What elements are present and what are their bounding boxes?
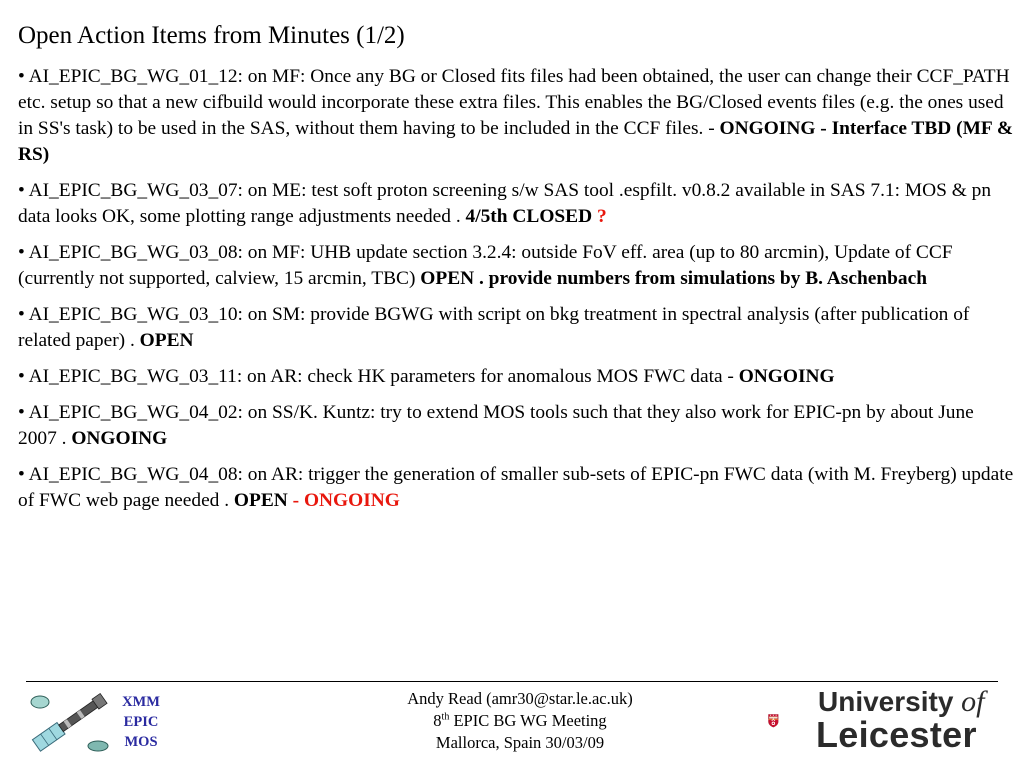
item-status: ONGOING bbox=[71, 428, 168, 449]
item-status: ONGOING bbox=[738, 366, 835, 387]
item-status: 4/5th CLOSED bbox=[465, 206, 597, 227]
item-status: OPEN bbox=[233, 490, 288, 511]
item-status: OPEN . provide numbers from simulations by B. Aschenbach bbox=[420, 268, 928, 289]
action-item bbox=[18, 400, 1014, 452]
action-item bbox=[18, 64, 1014, 168]
footer-meeting bbox=[300, 710, 740, 732]
action-item bbox=[18, 178, 1014, 230]
item-text: • AI_EPIC_BG_WG_03_11: on AR: check HK parameters for anomalous MOS FWC data - bbox=[18, 366, 739, 387]
epic-line: EPIC bbox=[123, 714, 159, 730]
item-text: • AI_EPIC_BG_WG_03_10: on SM: provide BGWG with script on bkg treatment in spectral analysis (after publication of related paper) . bbox=[18, 304, 970, 351]
item-text: • AI_EPIC_BG_WG_03_08: on MF: UHB update section 3.2.4: outside FoV eff. area (up to 80 arcmin), Update of CCF (currently not supported, calview, 15 arcmin, TBC) bbox=[18, 242, 953, 289]
item-status: ONGOING - Interface TBD (MF & RS) bbox=[18, 118, 1014, 165]
item-text: • AI_EPIC_BG_WG_01_12: on MF: Once any BG or Closed fits files had been obtained, the user can change their CCF_PATH etc. setup so that a new cifbuild would incorporate these extra files. This enables the BG/Closed events files (e.g. the ones used in SS's task) to be used in the SAS, without them having to be included in the CCF files. - bbox=[18, 66, 1010, 139]
action-item bbox=[18, 240, 1014, 292]
item-status-red: - ONGOING bbox=[287, 490, 400, 511]
slide-title: Open Action Items from Minutes (1/2) bbox=[18, 22, 405, 49]
footer-author: Andy Read (amr30@star.le.ac.uk) bbox=[407, 689, 633, 708]
xmm-epic-mos-label bbox=[112, 692, 170, 752]
footer-info bbox=[300, 688, 740, 754]
item-text: • AI_EPIC_BG_WG_03_07: on ME: test soft proton screening s/w SAS tool .espfilt. v0.8.2 available in SAS 7.1: MOS & pn data looks OK, some plotting range adjustments needed . bbox=[18, 180, 992, 227]
action-item bbox=[18, 302, 1014, 354]
university-crest-icon bbox=[768, 690, 818, 752]
item-status: OPEN bbox=[139, 330, 194, 351]
mos-line: MOS bbox=[124, 734, 158, 750]
action-item bbox=[18, 364, 1014, 390]
meeting-ordinal: th bbox=[441, 711, 450, 723]
university-word: University bbox=[818, 686, 962, 717]
action-items-list bbox=[18, 64, 1014, 524]
item-text: • AI_EPIC_BG_WG_04_08: on AR: trigger the generation of smaller sub-sets of EPIC-pn FWC data (with M. Freyberg) update of FWC web page needed . bbox=[18, 464, 1014, 511]
action-item bbox=[18, 462, 1014, 514]
item-status-red: ? bbox=[596, 206, 607, 227]
meeting-name: EPIC BG WG Meeting bbox=[449, 711, 607, 730]
university-of: of bbox=[961, 685, 985, 718]
item-text: • AI_EPIC_BG_WG_04_02: on SS/K. Kuntz: try to extend MOS tools such that they also work for EPIC-pn by about June 2007 . bbox=[18, 402, 974, 449]
meeting-number: 8 bbox=[433, 711, 442, 730]
footer-location: Mallorca, Spain 30/03/09 bbox=[435, 733, 605, 752]
xmm-line: XMM bbox=[122, 694, 160, 710]
footer-divider bbox=[26, 681, 998, 682]
university-name-line2: Leicester bbox=[816, 714, 977, 755]
xmm-satellite-icon bbox=[26, 688, 118, 758]
